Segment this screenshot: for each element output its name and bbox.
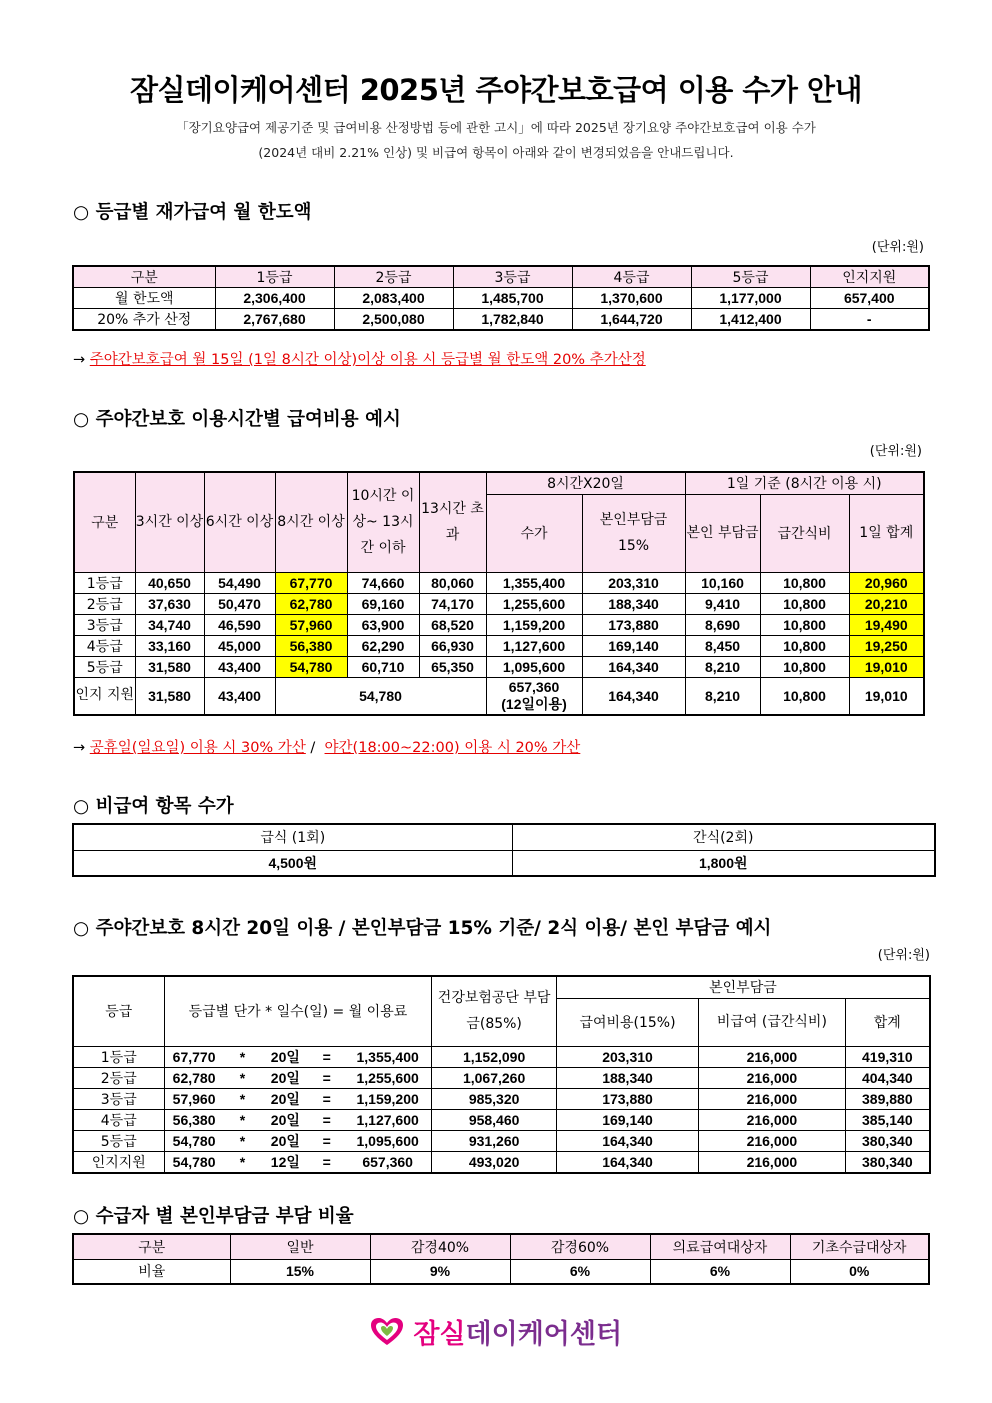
- table-cell: -: [810, 309, 929, 331]
- table-cell: 4,500원: [73, 850, 512, 876]
- table-row: [73, 850, 935, 876]
- usage-time-table: [73, 471, 925, 716]
- table-cell: 385,140: [845, 1109, 930, 1130]
- multiply-sign: *: [224, 1067, 262, 1088]
- table-cell: 43,400: [204, 656, 275, 677]
- highlighted-cell: 20,210: [849, 593, 924, 614]
- days: 20일: [261, 1067, 309, 1088]
- table-row: [73, 1046, 930, 1067]
- highlighted-cell: 19,250: [849, 635, 924, 656]
- col-header: 1일 합계: [849, 494, 924, 572]
- table-row: [74, 656, 924, 677]
- table-cell: 1,152,090: [432, 1046, 557, 1067]
- table-cell: 40,650: [135, 572, 204, 593]
- table-cell: 46,590: [204, 614, 275, 635]
- section2-heading: ○ 주야간보호 이용시간별 급여비용 예시: [73, 409, 401, 430]
- col-header: 급간식비: [760, 494, 849, 572]
- table-row: [73, 1151, 930, 1173]
- equals-sign: =: [309, 1088, 344, 1109]
- table-row: [74, 572, 924, 593]
- group-header: 1일 기준 (8시간 이용 시): [685, 472, 924, 494]
- col-header: 급식 (1회): [73, 824, 512, 850]
- table-cell: 1,127,600: [486, 635, 582, 656]
- table-cell: [486, 677, 582, 715]
- table-row: [73, 1067, 930, 1088]
- monthly-fee: 657,360: [344, 1151, 432, 1173]
- section2-note: [73, 736, 580, 757]
- col-header: 8시간 이상: [275, 472, 347, 572]
- table-cell: 19,010: [849, 677, 924, 715]
- non-benefit-table: [72, 823, 936, 877]
- row-label: 인지지원: [73, 1151, 164, 1173]
- table-row: [74, 677, 924, 715]
- highlighted-cell: 20,960: [849, 572, 924, 593]
- table-cell: 1,095,600: [486, 656, 582, 677]
- table-cell: 2,306,400: [215, 288, 334, 309]
- col-header: 의료급여대상자: [650, 1234, 790, 1259]
- note-separator: /: [305, 740, 325, 756]
- table-cell: 216,000: [699, 1109, 845, 1130]
- copay-ratio-table: [72, 1233, 930, 1285]
- table-cell: 50,470: [204, 593, 275, 614]
- table-cell: 1,355,400: [486, 572, 582, 593]
- table-cell: 66,930: [419, 635, 486, 656]
- col-header: 3등급: [453, 266, 572, 288]
- table-row: [73, 309, 929, 331]
- table-cell: 931,260: [432, 1130, 557, 1151]
- multiply-sign: *: [224, 1088, 262, 1109]
- unit-price: 67,770: [164, 1046, 224, 1067]
- multiply-sign: *: [224, 1046, 262, 1067]
- table-cell: 657,400: [810, 288, 929, 309]
- highlighted-cell: 19,490: [849, 614, 924, 635]
- table-cell: 37,630: [135, 593, 204, 614]
- col-header: 구분: [73, 1234, 230, 1259]
- section1-note-text: 주야간보호급여 월 15일 (1일 8시간 이상)이상 이용 시 등급별 월 한도액 20% 추가산정: [89, 352, 646, 368]
- days: 20일: [261, 1130, 309, 1151]
- table-cell: 1,177,000: [691, 288, 810, 309]
- table-cell: 34,740: [135, 614, 204, 635]
- table-cell: 8,690: [685, 614, 760, 635]
- group-header: 8시간X20일: [486, 472, 685, 494]
- equals-sign: =: [309, 1151, 344, 1173]
- table-cell: 10,800: [760, 656, 849, 677]
- col-header: 기초수급대상자: [790, 1234, 929, 1259]
- table-cell: 33,160: [135, 635, 204, 656]
- unit-price: 56,380: [164, 1109, 224, 1130]
- table-cell: 10,800: [760, 593, 849, 614]
- table-row: [73, 1088, 930, 1109]
- group-header: 본인부담금: [556, 976, 930, 998]
- highlighted-cell: 62,780: [275, 593, 347, 614]
- table-cell: 1,485,700: [453, 288, 572, 309]
- arrow-icon: →: [73, 740, 86, 756]
- heart-icon: [370, 1317, 404, 1347]
- table-cell: 9,410: [685, 593, 760, 614]
- merged-cell: 54,780: [275, 677, 486, 715]
- monthly-example-table: [72, 975, 931, 1174]
- days: 20일: [261, 1088, 309, 1109]
- unit-price: 54,780: [164, 1130, 224, 1151]
- table-cell: 173,880: [556, 1088, 698, 1109]
- section2-note-night: 야간(18:00~22:00) 이용 시 20% 가산: [324, 740, 581, 756]
- table-cell: 8,450: [685, 635, 760, 656]
- highlighted-cell: 57,960: [275, 614, 347, 635]
- col-header: 간식(2회): [512, 824, 935, 850]
- table-cell: 164,340: [582, 656, 685, 677]
- section5-heading: ○ 수급자 별 본인부담금 부담 비율: [73, 1206, 354, 1227]
- table-cell: 31,580: [135, 656, 204, 677]
- logo-text-daycare: 데이케어센터: [465, 1319, 623, 1350]
- equals-sign: =: [309, 1130, 344, 1151]
- suga-value: 657,360: [508, 678, 560, 695]
- row-label: 1등급: [74, 572, 135, 593]
- table-cell: 164,340: [582, 677, 685, 715]
- table-cell: 188,340: [582, 593, 685, 614]
- highlighted-cell: 67,770: [275, 572, 347, 593]
- table-row: [74, 593, 924, 614]
- table-cell: 164,340: [556, 1130, 698, 1151]
- col-header: 5등급: [691, 266, 810, 288]
- col-header: 감경40%: [370, 1234, 510, 1259]
- table-cell: 1,370,600: [572, 288, 691, 309]
- table-cell: 1,255,600: [486, 593, 582, 614]
- row-label: 2등급: [74, 593, 135, 614]
- row-label: 5등급: [74, 656, 135, 677]
- table-cell: 169,140: [556, 1109, 698, 1130]
- col-header: 인지지원: [810, 266, 929, 288]
- col-header: 본인 부담금: [685, 494, 760, 572]
- table-cell: 0%: [790, 1259, 929, 1284]
- table-cell: 380,340: [845, 1151, 930, 1173]
- unit-price: 62,780: [164, 1067, 224, 1088]
- row-label: 2등급: [73, 1067, 164, 1088]
- table-cell: 10,800: [760, 572, 849, 593]
- row-label: 20% 추가 산정: [73, 309, 215, 331]
- equals-sign: =: [309, 1109, 344, 1130]
- row-label: 3등급: [74, 614, 135, 635]
- table-row: [74, 614, 924, 635]
- col-header: 합계: [845, 998, 930, 1046]
- table-cell: 9%: [370, 1259, 510, 1284]
- table-cell: 2,767,680: [215, 309, 334, 331]
- table-row: [73, 288, 929, 309]
- col-header: 10시간 이상~ 13시간 이하: [347, 472, 419, 572]
- table-cell: 380,340: [845, 1130, 930, 1151]
- col-header: 등급별 단가 * 일수(일) = 월 이용료: [164, 976, 432, 1046]
- row-label: 5등급: [73, 1130, 164, 1151]
- multiply-sign: *: [224, 1151, 262, 1173]
- table-cell: 216,000: [699, 1151, 845, 1173]
- table-cell: 173,880: [582, 614, 685, 635]
- section2-unit: (단위:원): [869, 444, 922, 459]
- col-header: 13시간 초과: [419, 472, 486, 572]
- table-cell: 188,340: [556, 1067, 698, 1088]
- logo-text-jamsil: 잠실: [413, 1319, 466, 1350]
- row-label: 4등급: [74, 635, 135, 656]
- table-cell: 31,580: [135, 677, 204, 715]
- monthly-limit-table: [72, 265, 930, 331]
- table-row: [73, 1130, 930, 1151]
- row-label: 비율: [73, 1259, 230, 1284]
- table-cell: 404,340: [845, 1067, 930, 1088]
- table-cell: 958,460: [432, 1109, 557, 1130]
- col-header: 본인부담금 15%: [582, 494, 685, 572]
- highlighted-cell: 19,010: [849, 656, 924, 677]
- table-cell: 6%: [650, 1259, 790, 1284]
- table-cell: 389,880: [845, 1088, 930, 1109]
- section1-heading: ○ 등급별 재가급여 월 한도액: [73, 202, 312, 223]
- monthly-fee: 1,095,600: [344, 1130, 432, 1151]
- table-cell: 74,660: [347, 572, 419, 593]
- table-cell: 493,020: [432, 1151, 557, 1173]
- intro-line-1: 「장기요양급여 제공기준 및 급여비용 산정방법 등에 관한 고시」에 따라 2025년 장기요양 주야간보호급여 이용 수가: [176, 120, 816, 135]
- table-cell: 169,140: [582, 635, 685, 656]
- table-cell: 203,310: [556, 1046, 698, 1067]
- unit-price: 57,960: [164, 1088, 224, 1109]
- col-header: 급여비용(15%): [556, 998, 698, 1046]
- days: 20일: [261, 1109, 309, 1130]
- col-header: 일반: [230, 1234, 370, 1259]
- row-label: 인지 지원: [74, 677, 135, 715]
- table-cell: 1,159,200: [486, 614, 582, 635]
- table-cell: 15%: [230, 1259, 370, 1284]
- monthly-fee: 1,159,200: [344, 1088, 432, 1109]
- col-header: 비급여 (급간식비): [699, 998, 845, 1046]
- table-row: [74, 635, 924, 656]
- intro-line-2: (2024년 대비 2.21% 인상) 및 비급여 항목이 아래와 같이 변경되었음을 안내드립니다.: [258, 145, 734, 160]
- col-header: 4등급: [572, 266, 691, 288]
- table-cell: 43,400: [204, 677, 275, 715]
- col-header: 6시간 이상: [204, 472, 275, 572]
- table-cell: 2,083,400: [334, 288, 453, 309]
- table-cell: 62,290: [347, 635, 419, 656]
- col-header: 건강보험공단 부담금(85%): [432, 976, 557, 1046]
- section1-unit: (단위:원): [871, 240, 924, 255]
- row-label: 월 한도액: [73, 288, 215, 309]
- table-cell: 65,350: [419, 656, 486, 677]
- table-cell: 63,900: [347, 614, 419, 635]
- table-cell: 216,000: [699, 1130, 845, 1151]
- center-logo: [0, 1312, 992, 1351]
- monthly-fee: 1,355,400: [344, 1046, 432, 1067]
- monthly-fee: 1,255,600: [344, 1067, 432, 1088]
- days: 20일: [261, 1046, 309, 1067]
- table-cell: 1,067,260: [432, 1067, 557, 1088]
- col-header: 수가: [486, 494, 582, 572]
- row-label: 4등급: [73, 1109, 164, 1130]
- suga-note: (12일이용): [501, 695, 567, 712]
- table-cell: 6%: [510, 1259, 650, 1284]
- row-label: 3등급: [73, 1088, 164, 1109]
- section1-note: [73, 348, 646, 369]
- table-cell: 2,500,080: [334, 309, 453, 331]
- equals-sign: =: [309, 1046, 344, 1067]
- section2-note-holiday: 공휴일(일요일) 이용 시 30% 가산: [89, 740, 306, 756]
- table-row: [73, 1109, 930, 1130]
- table-cell: 10,800: [760, 677, 849, 715]
- table-row: [73, 1259, 929, 1284]
- table-cell: 8,210: [685, 656, 760, 677]
- table-cell: 69,160: [347, 593, 419, 614]
- table-cell: 203,310: [582, 572, 685, 593]
- highlighted-cell: 54,780: [275, 656, 347, 677]
- table-cell: 419,310: [845, 1046, 930, 1067]
- col-header: 1등급: [215, 266, 334, 288]
- col-header: 3시간 이상: [135, 472, 204, 572]
- table-cell: 216,000: [699, 1067, 845, 1088]
- table-cell: 1,782,840: [453, 309, 572, 331]
- multiply-sign: *: [224, 1130, 262, 1151]
- table-cell: 1,800원: [512, 850, 935, 876]
- col-header: 2등급: [334, 266, 453, 288]
- arrow-icon: →: [73, 352, 86, 368]
- table-cell: 68,520: [419, 614, 486, 635]
- section3-heading: ○ 비급여 항목 수가: [73, 796, 234, 817]
- table-cell: 10,800: [760, 635, 849, 656]
- table-cell: 74,170: [419, 593, 486, 614]
- table-cell: 1,412,400: [691, 309, 810, 331]
- table-cell: 216,000: [699, 1088, 845, 1109]
- table-cell: 8,210: [685, 677, 760, 715]
- col-header: 구분: [74, 472, 135, 572]
- highlighted-cell: 56,380: [275, 635, 347, 656]
- equals-sign: =: [309, 1067, 344, 1088]
- monthly-fee: 1,127,600: [344, 1109, 432, 1130]
- table-cell: 10,160: [685, 572, 760, 593]
- col-header: 구분: [73, 266, 215, 288]
- table-cell: 216,000: [699, 1046, 845, 1067]
- table-cell: 164,340: [556, 1151, 698, 1173]
- table-cell: 54,490: [204, 572, 275, 593]
- multiply-sign: *: [224, 1109, 262, 1130]
- table-cell: 45,000: [204, 635, 275, 656]
- unit-price: 54,780: [164, 1151, 224, 1173]
- table-cell: 60,710: [347, 656, 419, 677]
- section4-unit: (단위:원): [877, 948, 930, 963]
- table-cell: 10,800: [760, 614, 849, 635]
- table-cell: 985,320: [432, 1088, 557, 1109]
- col-header: 감경60%: [510, 1234, 650, 1259]
- row-label: 1등급: [73, 1046, 164, 1067]
- table-cell: 80,060: [419, 572, 486, 593]
- page-title: 잠실데이케어센터 2025년 주야간보호급여 이용 수가 안내: [129, 73, 862, 107]
- days: 12일: [261, 1151, 309, 1173]
- table-cell: 1,644,720: [572, 309, 691, 331]
- col-header: 등급: [73, 976, 164, 1046]
- section4-heading: ○ 주야간보호 8시간 20일 이용 / 본인부담금 15% 기준/ 2식 이용/ 본인 부담금 예시: [73, 918, 772, 939]
